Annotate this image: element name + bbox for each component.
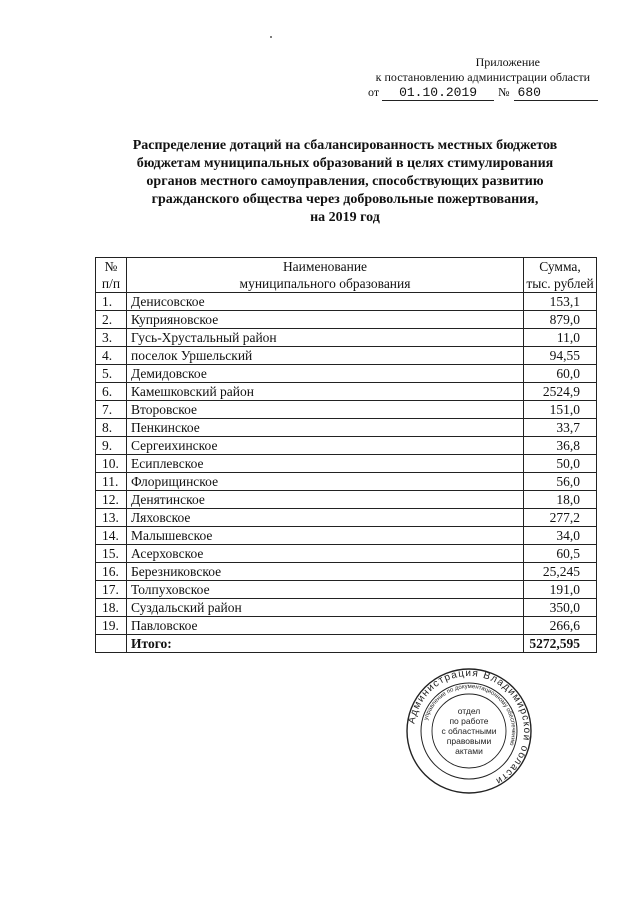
- table-row: [96, 599, 597, 617]
- row-name: Гусь-Хрустальный район: [127, 329, 524, 347]
- row-number: 8.: [96, 419, 127, 437]
- table-row: [96, 527, 597, 545]
- row-sum: 50,0: [524, 455, 597, 473]
- row-sum: 277,2: [524, 509, 597, 527]
- table-row: [96, 473, 597, 491]
- row-name: Есиплевское: [127, 455, 524, 473]
- row-sum: 36,8: [524, 437, 597, 455]
- table-row: [96, 545, 597, 563]
- table-row: [96, 311, 597, 329]
- official-seal: [405, 667, 533, 795]
- row-number: 15.: [96, 545, 127, 563]
- row-name: Толпуховское: [127, 581, 524, 599]
- row-number: 3.: [96, 329, 127, 347]
- row-number: 2.: [96, 311, 127, 329]
- row-number: 9.: [96, 437, 127, 455]
- row-name: Суздальский район: [127, 599, 524, 617]
- row-number: 4.: [96, 347, 127, 365]
- title-line: гражданского общества через добровольные пожертвования,: [151, 192, 539, 207]
- row-name: Асерховское: [127, 545, 524, 563]
- row-name: Березниковское: [127, 563, 524, 581]
- row-name: Пенкинское: [127, 419, 524, 437]
- table-row: [96, 293, 597, 311]
- row-sum: 34,0: [524, 527, 597, 545]
- row-name: Демидовское: [127, 365, 524, 383]
- table-row: [96, 581, 597, 599]
- row-sum: 266,6: [524, 617, 597, 635]
- row-name: Камешковский район: [127, 383, 524, 401]
- row-sum: 25,245: [524, 563, 597, 581]
- row-number: 1.: [96, 293, 127, 311]
- total-row: [96, 635, 597, 653]
- row-name: Ляховское: [127, 509, 524, 527]
- table-row: [96, 383, 597, 401]
- row-sum: 56,0: [524, 473, 597, 491]
- title-line: органов местного самоуправления, способствующих развитию: [146, 174, 544, 189]
- row-number: 14.: [96, 527, 127, 545]
- row-sum: 191,0: [524, 581, 597, 599]
- appendix-date-line: [368, 85, 600, 101]
- title-line: бюджетам муниципальных образований в целях стимулирования: [136, 156, 554, 171]
- header-sum: Сумма, тыс. рублей: [524, 258, 597, 293]
- row-name: Денисовское: [127, 293, 524, 311]
- table-row: [96, 491, 597, 509]
- row-number: 19.: [96, 617, 127, 635]
- table-row: [96, 455, 597, 473]
- row-name: Павловское: [127, 617, 524, 635]
- total-sum: 5272,595: [524, 635, 597, 653]
- row-number: 13.: [96, 509, 127, 527]
- row-sum: 879,0: [524, 311, 597, 329]
- total-num-empty: [96, 635, 127, 653]
- row-name: Денятинское: [127, 491, 524, 509]
- date-prefix: от: [368, 85, 380, 99]
- row-name: Второвское: [127, 401, 524, 419]
- row-number: 12.: [96, 491, 127, 509]
- row-number: 7.: [96, 401, 127, 419]
- total-label: Итого:: [127, 635, 524, 653]
- row-sum: 153,1: [524, 293, 597, 311]
- number-prefix: №: [498, 85, 510, 99]
- row-sum: 151,0: [524, 401, 597, 419]
- seal-center-text: отдел по работе с областными правовыми актами: [441, 706, 497, 756]
- table-row: [96, 437, 597, 455]
- resolution-date: 01.10.2019: [382, 85, 494, 101]
- appendix-label: Приложение: [475, 55, 540, 69]
- row-number: 18.: [96, 599, 127, 617]
- table-row: [96, 419, 597, 437]
- table-row: [96, 509, 597, 527]
- table-row: [96, 365, 597, 383]
- row-number: 16.: [96, 563, 127, 581]
- table-row: [96, 563, 597, 581]
- appendix-resolution: к постановлению администрации области: [375, 70, 590, 84]
- row-sum: 11,0: [524, 329, 597, 347]
- seal-middle-text: управление по документационному обеспечению: [423, 683, 517, 747]
- row-name: Флорищинское: [127, 473, 524, 491]
- table-row: [96, 347, 597, 365]
- header-num: № п/п: [96, 258, 127, 293]
- row-sum: 60,5: [524, 545, 597, 563]
- document-title: [100, 137, 590, 227]
- allocation-table: [95, 257, 597, 653]
- row-number: 6.: [96, 383, 127, 401]
- row-name: Малышевское: [127, 527, 524, 545]
- row-sum: 2524,9: [524, 383, 597, 401]
- header-name: Наименование муниципального образования: [127, 258, 524, 293]
- resolution-number: 680: [514, 85, 598, 101]
- title-line: на 2019 год: [310, 210, 380, 225]
- table-row: [96, 617, 597, 635]
- row-number: 17.: [96, 581, 127, 599]
- title-line: Распределение дотаций на сбалансированность местных бюджетов: [132, 138, 558, 153]
- row-name: поселок Уршельский: [127, 347, 524, 365]
- scan-speck: [270, 36, 272, 38]
- row-number: 5.: [96, 365, 127, 383]
- row-sum: 18,0: [524, 491, 597, 509]
- table-row: [96, 329, 597, 347]
- row-sum: 350,0: [524, 599, 597, 617]
- row-name: Сергеихинское: [127, 437, 524, 455]
- row-number: 10.: [96, 455, 127, 473]
- seal-outer-text: Администрация Владимирской области: [406, 667, 533, 787]
- row-number: 11.: [96, 473, 127, 491]
- table-header-row: [96, 258, 597, 293]
- row-sum: 60,0: [524, 365, 597, 383]
- row-sum: 33,7: [524, 419, 597, 437]
- table-row: [96, 401, 597, 419]
- row-name: Куприяновское: [127, 311, 524, 329]
- row-sum: 94,55: [524, 347, 597, 365]
- appendix-header: [340, 55, 600, 101]
